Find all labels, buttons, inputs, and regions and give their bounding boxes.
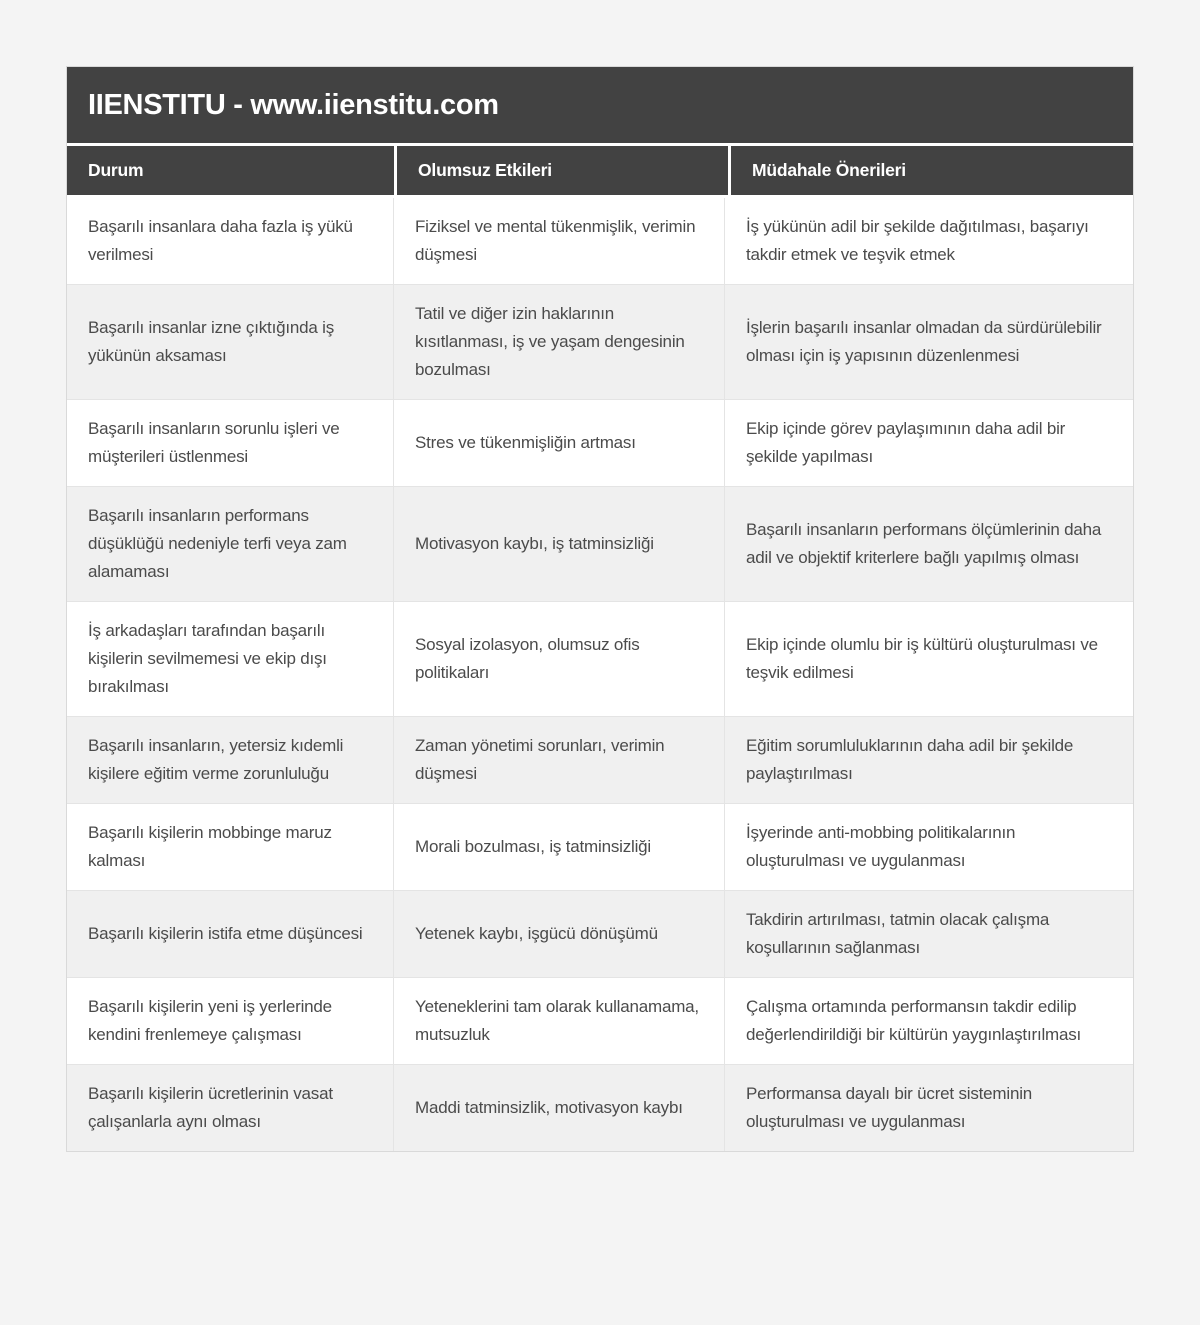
table-row [67, 890, 1133, 977]
table-row [67, 399, 1133, 486]
table-row [67, 1064, 1133, 1151]
cell-mudahale-onerileri: Eğitim sorumluluklarının daha adil bir şekilde paylaştırılması [725, 716, 1133, 803]
cell-mudahale-onerileri: İşyerinde anti-mobbing politikalarının oluşturulması ve uygulanması [725, 803, 1133, 890]
cell-mudahale-onerileri: Ekip içinde olumlu bir iş kültürü oluşturulması ve teşvik edilmesi [725, 601, 1133, 716]
cell-durum: Başarılı insanlara daha fazla iş yükü verilmesi [67, 198, 394, 284]
cell-durum: Başarılı kişilerin yeni iş yerlerinde kendini frenlemeye çalışması [67, 977, 394, 1064]
cell-olumsuz-etkileri: Zaman yönetimi sorunları, verimin düşmesi [394, 716, 725, 803]
cell-olumsuz-etkileri: Yeteneklerini tam olarak kullanamama, mutsuzluk [394, 977, 725, 1064]
table-title-bar [67, 67, 1133, 146]
table-row [67, 716, 1133, 803]
cell-durum: Başarılı insanların, yetersiz kıdemli kişilere eğitim verme zorunluluğu [67, 716, 394, 803]
cell-mudahale-onerileri: Performansa dayalı bir ücret sisteminin oluşturulması ve uygulanması [725, 1064, 1133, 1151]
table-row [67, 198, 1133, 284]
cell-mudahale-onerileri: Çalışma ortamında performansın takdir edilip değerlendirildiği bir kültürün yaygınlaştırılması [725, 977, 1133, 1064]
cell-durum: Başarılı kişilerin mobbinge maruz kalması [67, 803, 394, 890]
cell-mudahale-onerileri: İşlerin başarılı insanlar olmadan da sürdürülebilir olması için iş yapısının düzenlenmesi [725, 284, 1133, 399]
cell-mudahale-onerileri: Takdirin artırılması, tatmin olacak çalışma koşullarının sağlanması [725, 890, 1133, 977]
table-row [67, 486, 1133, 601]
column-header-mudahale-onerileri: Müdahale Önerileri [731, 146, 1133, 198]
cell-olumsuz-etkileri: Stres ve tükenmişliğin artması [394, 399, 725, 486]
cell-durum: Başarılı insanların sorunlu işleri ve müşterileri üstlenmesi [67, 399, 394, 486]
cell-durum: İş arkadaşları tarafından başarılı kişilerin sevilmemesi ve ekip dışı bırakılması [67, 601, 394, 716]
cell-durum: Başarılı insanların performans düşüklüğü nedeniyle terfi veya zam alamaması [67, 486, 394, 601]
cell-olumsuz-etkileri: Fiziksel ve mental tükenmişlik, verimin düşmesi [394, 198, 725, 284]
table-title: IIENSTITU - www.iienstitu.com [88, 88, 499, 121]
cell-olumsuz-etkileri: Maddi tatminsizlik, motivasyon kaybı [394, 1064, 725, 1151]
cell-olumsuz-etkileri: Yetenek kaybı, işgücü dönüşümü [394, 890, 725, 977]
cell-olumsuz-etkileri: Tatil ve diğer izin haklarının kısıtlanması, iş ve yaşam dengesinin bozulması [394, 284, 725, 399]
comparison-table-card [66, 66, 1134, 1152]
table-header-row [67, 146, 1133, 198]
column-header-olumsuz-etkileri: Olumsuz Etkileri [397, 146, 728, 198]
cell-durum: Başarılı kişilerin istifa etme düşüncesi [67, 890, 394, 977]
column-header-durum: Durum [67, 146, 394, 198]
cell-olumsuz-etkileri: Motivasyon kaybı, iş tatminsizliği [394, 486, 725, 601]
cell-durum: Başarılı insanlar izne çıktığında iş yükünün aksaması [67, 284, 394, 399]
cell-olumsuz-etkileri: Sosyal izolasyon, olumsuz ofis politikaları [394, 601, 725, 716]
cell-olumsuz-etkileri: Morali bozulması, iş tatminsizliği [394, 803, 725, 890]
table-row [67, 803, 1133, 890]
cell-durum: Başarılı kişilerin ücretlerinin vasat çalışanlarla aynı olması [67, 1064, 394, 1151]
cell-mudahale-onerileri: İş yükünün adil bir şekilde dağıtılması, başarıyı takdir etmek ve teşvik etmek [725, 198, 1133, 284]
cell-mudahale-onerileri: Başarılı insanların performans ölçümlerinin daha adil ve objektif kriterlere bağlı yapılmış olması [725, 486, 1133, 601]
table-row [67, 601, 1133, 716]
cell-mudahale-onerileri: Ekip içinde görev paylaşımının daha adil bir şekilde yapılması [725, 399, 1133, 486]
table-row [67, 977, 1133, 1064]
table-row [67, 284, 1133, 399]
